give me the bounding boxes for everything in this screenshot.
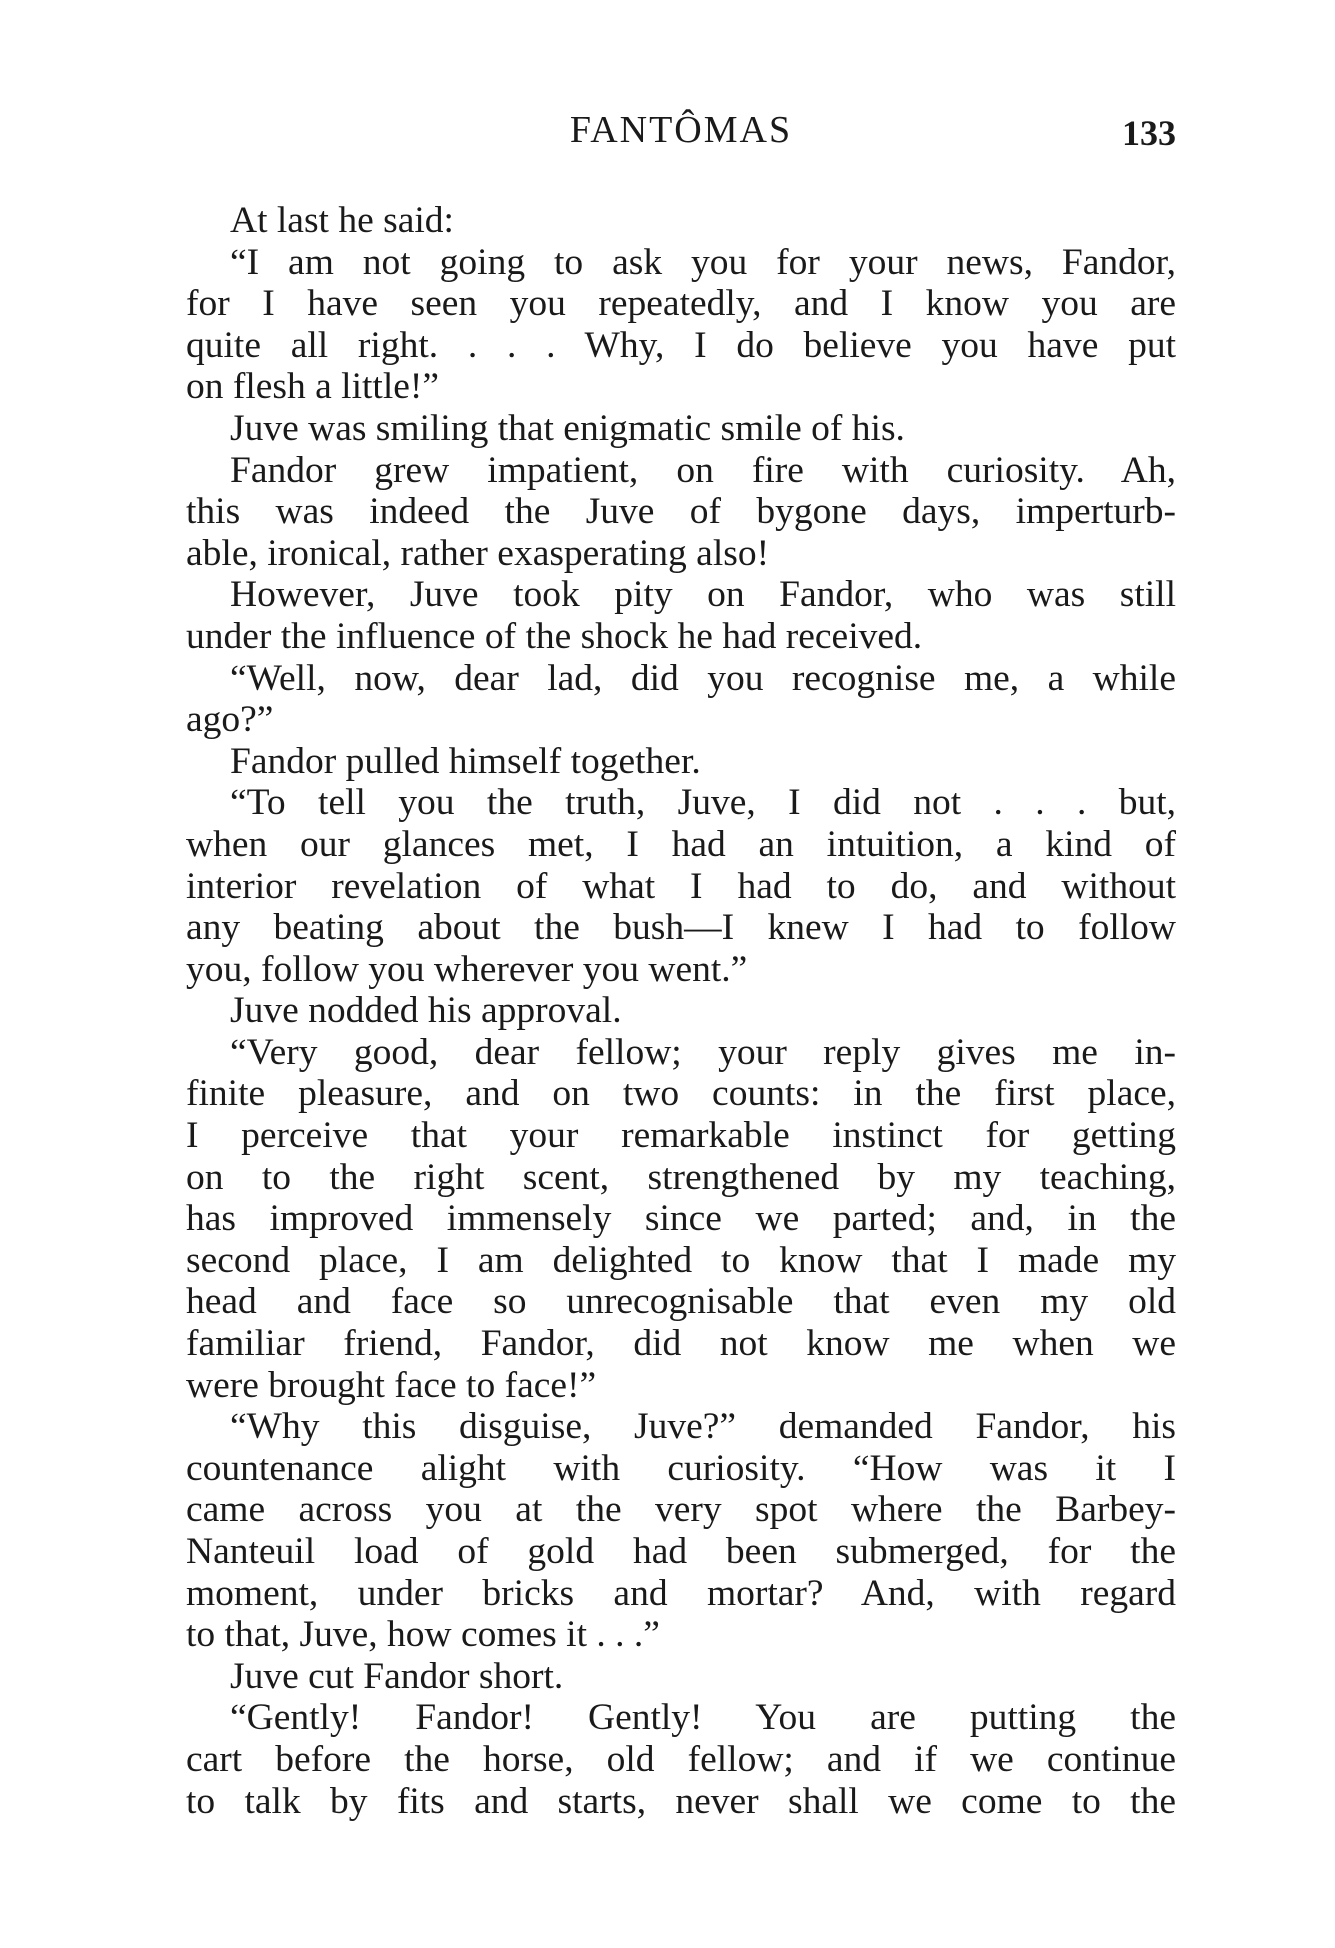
text-line: were brought face to face!” [186, 1364, 597, 1406]
text-line: quite all right. . . . Why, I do believe you have put [186, 324, 1176, 366]
text-line: when our glances met, I had an intuition, a kind of [186, 823, 1176, 865]
text-line: this was indeed the Juve of bygone days, imperturb- [186, 491, 1176, 533]
text-line: “Well, now, dear lad, did you recognise me, a while [230, 657, 1176, 699]
text-line: on flesh a little!” [186, 366, 440, 408]
text-line: any beating about the bush—I knew I had to follow [186, 907, 1176, 949]
text-line: has improved immensely since we parted; and, in the [186, 1198, 1176, 1240]
text-line: However, Juve took pity on Fandor, who was still [230, 574, 1176, 616]
text-line: Juve cut Fandor short. [230, 1655, 564, 1697]
text-line: Juve nodded his approval. [230, 990, 622, 1032]
text-line: countenance alight with curiosity. “How was it I [186, 1447, 1176, 1489]
text-line: “Gently! Fandor! Gently! You are putting the [230, 1697, 1176, 1739]
text-line: finite pleasure, and on two counts: in the first place, [186, 1073, 1176, 1115]
text-line: I perceive that your remarkable instinct for getting [186, 1115, 1176, 1157]
text-line: “Why this disguise, Juve?” demanded Fandor, his [230, 1406, 1176, 1448]
text-line: ago?” [186, 699, 274, 741]
body-text [186, 200, 1176, 1822]
text-line: able, ironical, rather exasperating also! [186, 532, 770, 574]
text-line: under the influence of the shock he had received. [186, 615, 923, 657]
text-line: Fandor grew impatient, on fire with curiosity. Ah, [230, 449, 1176, 491]
text-line: familiar friend, Fandor, did not know me when we [186, 1323, 1176, 1365]
text-line: Juve was smiling that enigmatic smile of his. [230, 407, 905, 449]
text-line: you, follow you wherever you went.” [186, 948, 748, 990]
text-line: head and face so unrecognisable that even my old [186, 1281, 1176, 1323]
text-line: “Very good, dear fellow; your reply gives me in- [230, 1031, 1176, 1073]
text-line: Fandor pulled himself together. [230, 740, 701, 782]
text-line: second place, I am delighted to know that I made my [186, 1239, 1176, 1281]
text-line: came across you at the very spot where the Barbey- [186, 1489, 1176, 1531]
text-line: cart before the horse, old fellow; and if we continue [186, 1738, 1176, 1780]
page-number: 133 [1122, 113, 1176, 153]
text-line: moment, under bricks and mortar? And, with regard [186, 1572, 1176, 1614]
text-line: Nanteuil load of gold had been submerged, for the [186, 1531, 1176, 1572]
text-line: interior revelation of what I had to do, and without [186, 865, 1176, 907]
text-line: for I have seen you repeatedly, and I know you are [186, 283, 1176, 325]
text-line: to that, Juve, how comes it . . .” [186, 1614, 660, 1656]
text-line: “I am not going to ask you for your news, Fandor, [230, 241, 1176, 283]
text-line: At last he said: [230, 200, 454, 241]
text-line: “To tell you the truth, Juve, I did not . . . but, [230, 782, 1176, 824]
page-header [186, 108, 1176, 158]
running-title: FANTÔMAS [569, 109, 793, 151]
text-line: to talk by fits and starts, never shall we come to the [186, 1780, 1176, 1822]
text-line: on to the right scent, strengthened by my teaching, [186, 1156, 1176, 1198]
